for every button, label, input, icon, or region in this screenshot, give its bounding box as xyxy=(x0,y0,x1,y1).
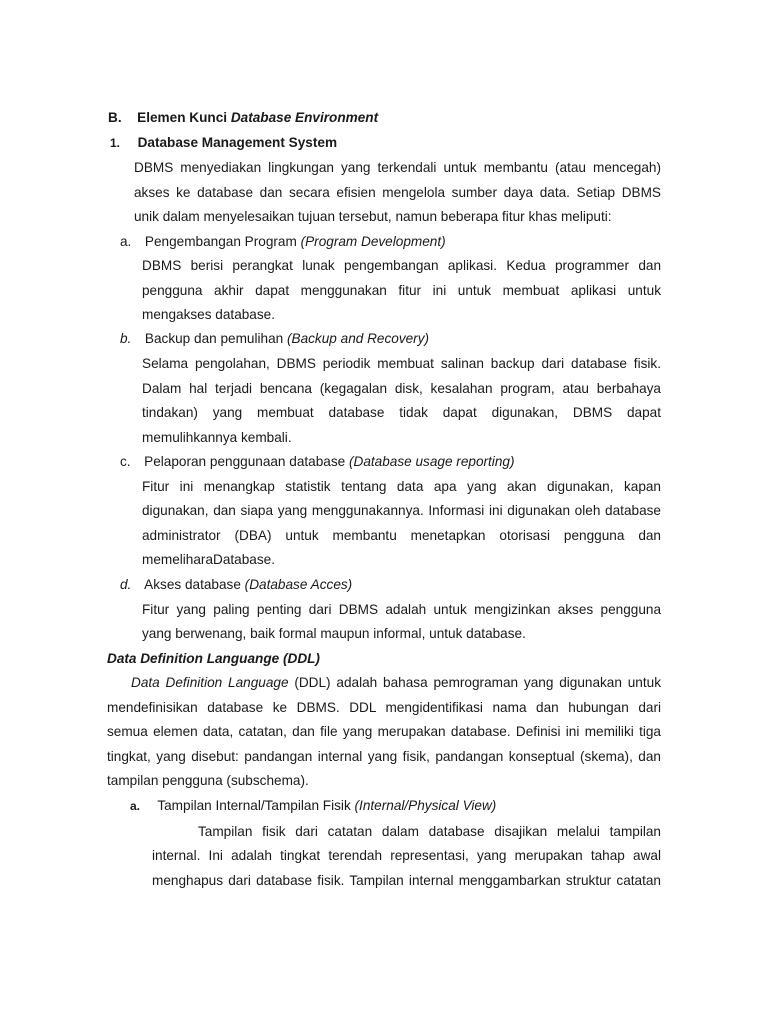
sub-d-heading xyxy=(120,576,352,594)
sub-d-title-italic: (Database Acces) xyxy=(244,577,353,592)
sub-a-line-1: DBMS berisi perangkat lunak pengembangan aplikasi. Kedua programmer dan xyxy=(142,258,661,273)
sub-b-title: Backup dan pemulihan xyxy=(144,331,287,346)
sub-d-line-1: Fitur yang paling penting dari DBMS adalah untuk mengizinkan akses pengguna xyxy=(142,602,661,617)
ddl-a-line-1: Tampilan fisik dari catatan dalam database disajikan melalui tampilan xyxy=(198,824,661,839)
section-b-title-italic: Database Environment xyxy=(230,110,379,125)
ddl-first-rest: (DDL) adalah bahasa pemrograman yang digunakan untuk xyxy=(288,675,662,690)
ddl-a-title-italic: (Internal/Physical View) xyxy=(354,798,497,813)
sub-c-line-4: memeliharaDatabase. xyxy=(142,552,275,567)
sub-b-title-italic: (Backup and Recovery) xyxy=(286,331,430,346)
sub-c-title: Pelaporan penggunaan database xyxy=(144,454,349,469)
sub-c-title-italic: (Database usage reporting) xyxy=(348,454,515,469)
sub-b-line-3: tindakan) yang membuat database tidak dapat digunakan, DBMS dapat xyxy=(142,405,661,420)
sub-d-title: Akses database xyxy=(144,577,245,592)
item-1-heading xyxy=(110,134,337,152)
sub-b-line-2: Dalam hal terjadi bencana (kegagalan disk, kesalahan program, atau berbahaya xyxy=(142,381,661,396)
sub-d-marker: d. xyxy=(120,577,132,592)
item-1-number: 1. xyxy=(110,136,121,150)
sub-b-line-4: memulihkannya kembali. xyxy=(142,430,292,445)
sub-b-marker: b. xyxy=(120,331,132,346)
item-1-line-2: akses ke database dan secara efisien mengelola sumber daya data. Setiap DBMS xyxy=(134,185,661,200)
item-1-line-1: DBMS menyediakan lingkungan yang terkendali untuk membantu (atau mencegah) xyxy=(134,160,661,175)
ddl-line-3: semua elemen data, catatan, dan file yang merupakan database. Definisi ini memiliki tiga xyxy=(107,724,661,739)
section-b-title: Elemen Kunci xyxy=(137,110,231,125)
sub-b-line-1: Selama pengolahan, DBMS periodik membuat salinan backup dari database fisik. xyxy=(142,356,661,371)
section-b-letter: B. xyxy=(108,110,122,125)
ddl-heading: Data Definition Languange (DDL) xyxy=(107,651,320,666)
sub-a-line-3: mengakses database. xyxy=(142,307,276,322)
ddl-line-1 xyxy=(131,674,661,692)
ddl-a-marker: a. xyxy=(130,799,141,813)
sub-a-line-2: pengguna akhir dapat menggunakan fitur ini untuk membuat aplikasi untuk xyxy=(142,283,661,298)
ddl-a-line-2: internal. Ini adalah tingkat terendah representasi, yang merupakan tahap awal xyxy=(152,848,661,863)
ddl-a-heading xyxy=(130,797,496,815)
ddl-a-title: Tampilan Internal/Tampilan Fisik xyxy=(157,798,355,813)
sub-d-line-2: yang berwenang, baik formal maupun informal, untuk database. xyxy=(142,626,526,641)
sub-c-line-3: administrator (DBA) untuk membantu menetapkan otorisasi pengguna dan xyxy=(142,528,661,543)
item-1-title: Database Management System xyxy=(137,135,338,150)
sub-c-line-2: digunakan, dan siapa yang menggunakannya. Informasi ini digunakan oleh database xyxy=(142,503,661,518)
ddl-line-5: tampilan pengguna (subschema). xyxy=(107,773,309,788)
sub-c-marker: c. xyxy=(120,454,131,469)
ddl-a-line-3: menghapus dari database fisik. Tampilan internal menggambarkan struktur catatan xyxy=(152,873,661,888)
sub-a-title-italic: (Program Development) xyxy=(300,234,446,249)
ddl-line-4: tingkat, yang disebut: pandangan internal yang fisik, pandangan konseptual (skema), dan xyxy=(107,749,661,764)
sub-c-line-1: Fitur ini menangkap statistik tentang data apa yang akan digunakan, kapan xyxy=(142,479,661,494)
sub-a-title: Pengembangan Program xyxy=(144,234,301,249)
item-1-line-3: unik dalam menyelesaikan tujuan tersebut, namun beberapa fitur khas meliputi: xyxy=(134,209,612,224)
sub-b-heading xyxy=(120,330,429,348)
sub-a-heading xyxy=(120,233,446,251)
sub-a-marker: a. xyxy=(120,234,132,249)
ddl-line-2: mendefinisikan database ke DBMS. DDL mengidentifikasi nama dan hubungan dari xyxy=(107,700,661,715)
ddl-first-italic: Data Definition Language xyxy=(131,675,289,690)
sub-c-heading xyxy=(120,453,514,471)
section-b-heading xyxy=(108,109,378,127)
